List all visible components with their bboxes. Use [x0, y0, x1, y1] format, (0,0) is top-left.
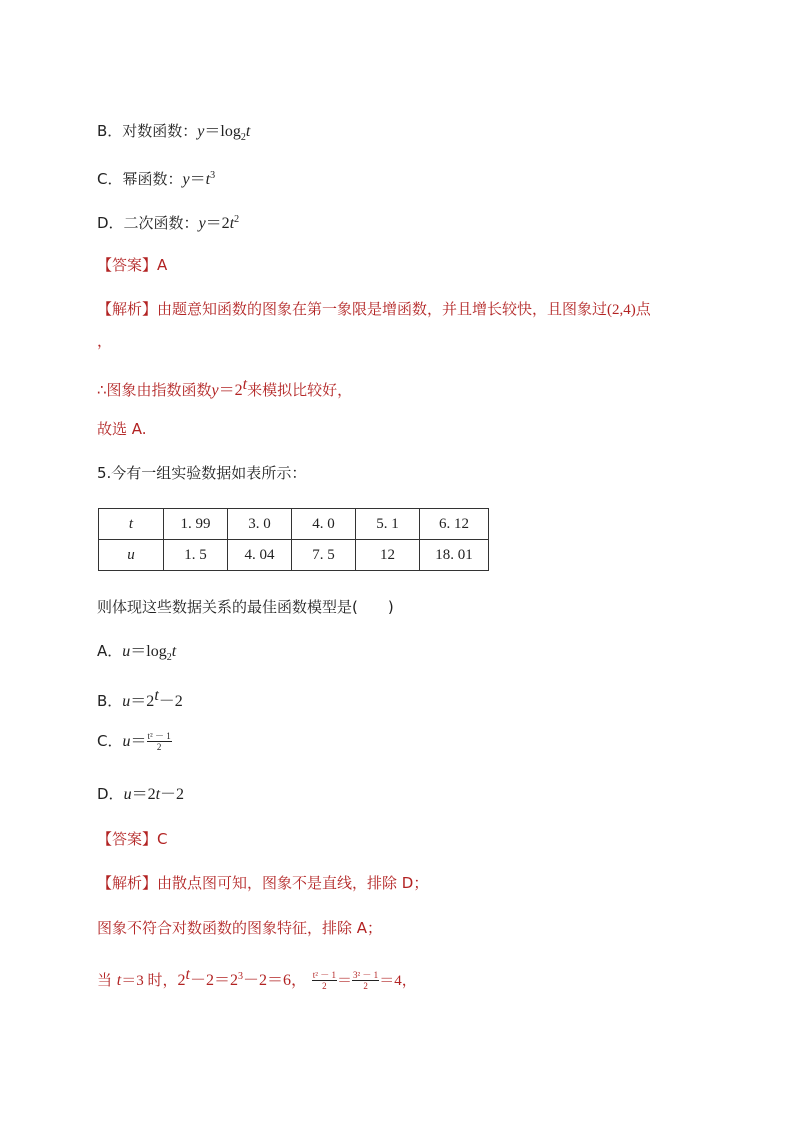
table-cell: 1. 99	[164, 509, 228, 540]
math-eq: ＝4，	[379, 973, 417, 989]
math-eq: ＝2	[130, 693, 155, 710]
question-stem: 5.今有一组实验数据如表所示：	[97, 464, 307, 482]
table-cell: 4. 04	[228, 540, 292, 571]
math-var: t	[205, 171, 211, 188]
q5-analysis-line1	[97, 873, 428, 893]
table-cell: 4. 0	[292, 509, 356, 540]
table-cell: 1. 5	[164, 540, 228, 571]
answer-tag: 【答案】	[97, 830, 158, 848]
math-var: y	[197, 123, 205, 140]
fraction-denominator: 2	[322, 981, 327, 991]
math-var: u	[122, 643, 131, 660]
q4-analysis-comma	[97, 331, 112, 351]
answer-tag: 【答案】	[97, 256, 158, 274]
fraction-numerator: 3² － 1	[352, 970, 379, 980]
fraction-denominator: 2	[156, 742, 162, 752]
q4-analysis-line1	[97, 299, 651, 320]
answer-value: A	[157, 256, 168, 274]
math-var: u	[122, 693, 131, 710]
q5-stem	[97, 463, 306, 483]
math-sup: 3	[210, 170, 216, 181]
math-sup: t	[154, 687, 159, 704]
fraction	[147, 731, 172, 752]
option-label: D．二次函数：	[97, 214, 199, 232]
math-sup: 2	[234, 214, 240, 225]
math-var: u	[122, 733, 131, 750]
math-eq: ＝2	[131, 786, 156, 803]
math-var: t	[116, 972, 122, 989]
q4-option-d	[97, 210, 239, 234]
q4-answer	[97, 255, 167, 275]
q5-option-a	[97, 641, 176, 668]
analysis-text: 图象不符合对数函数的图象特征，排除 A；	[97, 919, 383, 937]
math-var: y	[198, 215, 206, 232]
analysis-text: ∴图象由指数函数	[97, 381, 212, 399]
question-text: 则体现这些数据关系的最佳函数模型是( )	[97, 598, 394, 616]
answer-value: C	[157, 830, 168, 848]
q5-option-b	[97, 686, 183, 712]
math-var: y	[211, 382, 219, 399]
math-var: t	[155, 786, 161, 803]
analysis-text: ，	[97, 332, 113, 350]
math-eq: 2	[177, 972, 186, 989]
analysis-text: 来模拟比较好，	[247, 381, 353, 399]
q4-option-c	[97, 166, 215, 190]
analysis-text: 由散点图可知，图象不是直线，排除 D；	[157, 874, 429, 892]
table-row	[99, 540, 489, 571]
math-sup: t	[242, 376, 248, 393]
math-eq: ＝	[130, 733, 147, 750]
analysis-text: 故选 A.	[97, 420, 147, 438]
table-cell: 12	[356, 540, 420, 571]
fraction-denominator: 2	[363, 981, 368, 991]
analysis-text: ＝3 时，	[121, 973, 178, 989]
table-cell: 5. 1	[356, 509, 420, 540]
math-eq: ＝2	[205, 215, 230, 232]
math-eq: ＝	[336, 973, 352, 989]
math-eq: ＝log	[130, 643, 167, 660]
analysis-text: 当	[97, 971, 117, 989]
table-row	[99, 509, 489, 540]
analysis-tag: 【解析】	[97, 300, 158, 318]
math-sub: 2	[240, 132, 246, 143]
option-label: B．对数函数：	[97, 122, 198, 140]
option-label: C．	[97, 732, 123, 750]
table-cell: u	[99, 540, 164, 571]
q4-option-b	[97, 121, 250, 148]
option-label: B．	[97, 692, 123, 710]
q5-option-c	[97, 731, 172, 752]
q4-analysis-line3	[97, 419, 147, 439]
table-cell: 18. 01	[420, 540, 489, 571]
math-var: u	[123, 786, 132, 803]
fraction-numerator: t² － 1	[312, 970, 336, 980]
math-eq: －2＝2	[189, 972, 238, 989]
analysis-text: 点	[635, 300, 651, 318]
math-eq: －2	[160, 786, 185, 803]
data-table	[98, 508, 489, 571]
analysis-tag: 【解析】	[97, 874, 158, 892]
math-var: y	[182, 171, 190, 188]
math-eq: －2	[158, 693, 183, 710]
q5-analysis-line2	[97, 918, 382, 938]
fraction-numerator: t² － 1	[147, 731, 171, 741]
math-eq: ＝	[189, 171, 206, 188]
q5-answer	[97, 829, 168, 849]
math-var: t	[229, 215, 235, 232]
math-eq: ＝2	[218, 382, 243, 399]
analysis-text: 由题意知函数的图象在第一象限是增函数，并且增长较快，且图象过	[157, 300, 608, 318]
math-sub: 2	[166, 652, 172, 663]
q4-analysis-line2	[97, 375, 352, 401]
table-cell: 7. 5	[292, 540, 356, 571]
table-cell: 3. 0	[228, 509, 292, 540]
q5-analysis-line3	[97, 965, 417, 991]
math-var: t	[171, 643, 177, 660]
math-eq: －2＝6，	[242, 972, 307, 989]
option-label: A．	[97, 642, 123, 660]
option-label: C．幂函数：	[97, 170, 183, 188]
q5-question	[97, 597, 394, 617]
math-eq: ＝log	[204, 123, 241, 140]
analysis-point: (2,4)	[607, 302, 636, 318]
option-label: D．	[97, 785, 124, 803]
math-sup: 3	[237, 971, 243, 982]
q5-option-d	[97, 784, 184, 805]
math-var: t	[245, 123, 251, 140]
math-sup: t	[185, 966, 190, 983]
table-cell: 6. 12	[420, 509, 489, 540]
fraction	[312, 970, 337, 991]
fraction	[352, 970, 379, 991]
table-cell: t	[99, 509, 164, 540]
